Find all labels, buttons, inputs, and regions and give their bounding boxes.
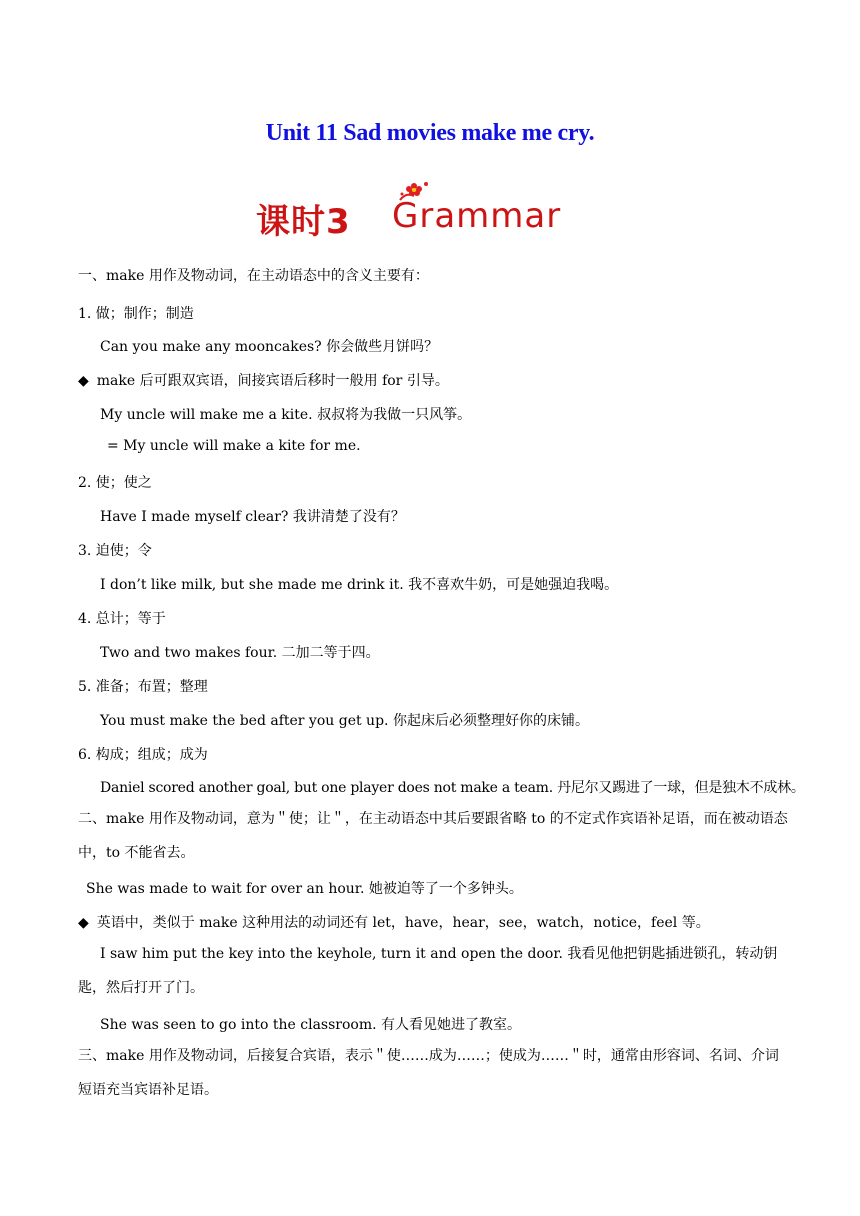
diamond-bullet-icon: ◆ (78, 915, 89, 931)
example-sentence: You must make the bed after you get up. 你起床后必须整理好你的床铺。 (100, 713, 589, 729)
grammar-label: Grammar (392, 196, 562, 236)
lesson-number: 课时3 (256, 202, 351, 242)
example-sentence: I saw him put the key into the keyhole, turn it and open the door. 我看见他把钥匙插进锁孔，转动钥匙，然后打开了门。 (78, 946, 778, 996)
example-sentence: Daniel scored another goal, but one player does not make a team. 丹尼尔又踢进了一球，但是独木不成林。 (100, 780, 805, 796)
note-line (78, 370, 449, 390)
meaning-item: 5. 准备；布置；整理 (78, 679, 208, 695)
section-heading: 二、make 用作及物动词，意为＂使；让＂，在主动语态中其后要跟省略 to 的不定式作宾语补足语，而在被动语态中，to 不能省去。 (78, 811, 788, 861)
note-text: make 后可跟双宾语，间接宾语后移时一般用 for 引导。 (96, 373, 449, 389)
section-heading: 一、make 用作及物动词，在主动语态中的含义主要有： (78, 268, 429, 284)
meaning-item: 2. 使；使之 (78, 475, 152, 491)
meaning-item: 4. 总计；等于 (78, 611, 166, 627)
document-title: Unit 11 Sad movies make me cry. (265, 120, 595, 146)
note-line (78, 912, 710, 932)
example-sentence: My uncle will make me a kite. 叔叔将为我做一只风筝。 (100, 407, 472, 423)
meaning-item: 3. 迫使；令 (78, 543, 152, 559)
example-sentence: Have I made myself clear? 我讲清楚了没有？ (100, 509, 405, 525)
diamond-bullet-icon: ◆ (78, 373, 89, 389)
example-sentence: Two and two makes four. 二加二等于四。 (100, 645, 380, 661)
section-heading: 三、make 用作及物动词，后接复合宾语，表示＂使……成为……；使成为……＂时，通常由形容词、名词、介词短语充当宾语补足语。 (78, 1048, 779, 1098)
example-sentence: = My uncle will make a kite for me. (107, 438, 361, 454)
meaning-item: 1. 做；制作；制造 (78, 306, 194, 322)
lesson-banner (254, 180, 606, 242)
example-sentence: She was seen to go into the classroom. 有人看见她进了教室。 (100, 1017, 522, 1033)
note-text: 英语中，类似于 make 这种用法的动词还有 let，have，hear，see，watch，notice，feel 等。 (96, 915, 710, 931)
example-sentence: Can you make any mooncakes? 你会做些月饼吗？ (100, 339, 439, 355)
example-sentence: I don’t like milk, but she made me drink it. 我不喜欢牛奶，可是她强迫我喝。 (100, 577, 619, 593)
meaning-item: 6. 构成；组成；成为 (78, 747, 208, 763)
example-sentence: She was made to wait for over an hour. 她被迫等了一个多钟头。 (86, 881, 523, 897)
